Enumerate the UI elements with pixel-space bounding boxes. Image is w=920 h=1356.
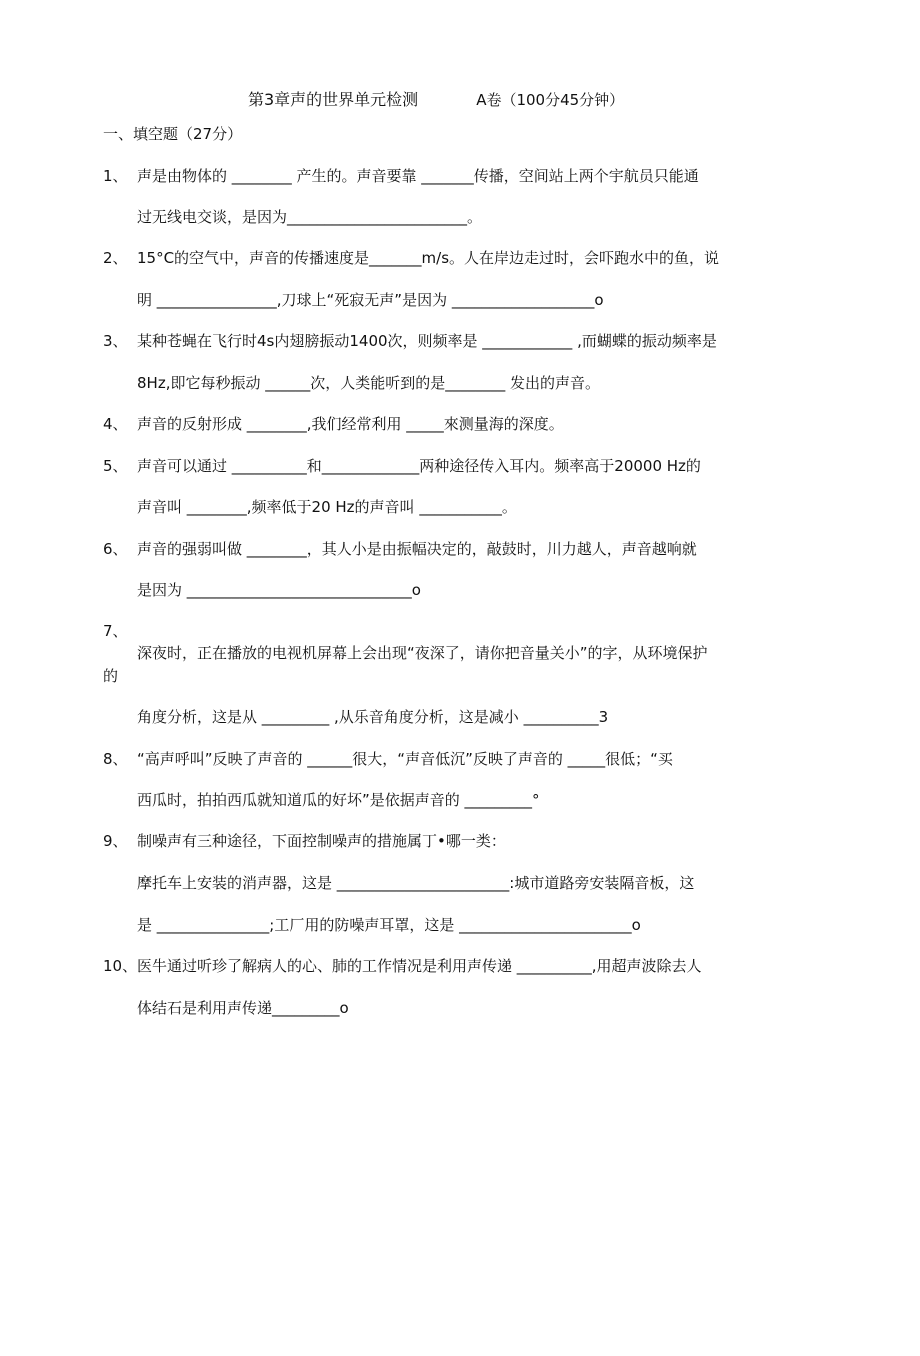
question-10-number: 10、 (103, 957, 138, 975)
question-5-line-2: 声音叫 ________,频率低于20 Hz的声音叫 ___________。 (137, 498, 517, 516)
question-8-line-2: 西瓜时，拍拍西瓜就知道瓜的好坏”是依据声音的 _________° (137, 791, 540, 809)
question-2-number: 2、 (103, 249, 128, 267)
question-3-line-2: 8Hz,即它每秒振动 ______次，人类能听到的是________ 发出的声音。 (137, 374, 601, 392)
question-1-number: 1、 (103, 167, 128, 185)
question-2-line-1: 15°C的空气中，声音的传播速度是_______m/s。人在岸边走过时，会吓跑水中的鱼，说 (137, 249, 720, 267)
question-8-line-1: “高声呼叫”反映了声音的 ______很大，“声音低沉”反映了声音的 _____很低；“买 (137, 750, 673, 768)
question-4-line-1: 声音的反射形成 ________,我们经常利用 _____來测量海的深度。 (137, 415, 564, 433)
question-7-line-2: 的 (103, 667, 119, 685)
question-9-line-1: 制噪声有三种途径，下面控制噪声的措施属丁•哪一类： (137, 832, 506, 850)
question-4-number: 4、 (103, 415, 128, 433)
question-9-number: 9、 (103, 832, 128, 850)
page-title (248, 90, 624, 110)
question-6-number: 6、 (103, 540, 128, 558)
question-3-line-1: 某种苍蝇在飞行时4s内翅膀振动1400次，则频率是 ____________ ,而蝴蝶的振动频率是 (137, 332, 717, 350)
question-9-line-2: 摩托车上安装的消声器，这是 _______________________:城市道路旁安装隔音板，这 (137, 874, 695, 892)
question-1-line-2: 过无线电交谈，是因为________________________。 (137, 208, 483, 226)
section-heading: 一、填空题（27分） (103, 125, 243, 143)
question-5-number: 5、 (103, 457, 128, 475)
question-7-number: 7、 (103, 622, 128, 640)
question-9-line-3: 是 _______________;工厂用的防噪声耳罩，这是 _______________________o (137, 916, 641, 934)
question-3-number: 3、 (103, 332, 128, 350)
title-text: 第3章声的世界单元检测 (248, 90, 419, 109)
question-7-line-3: 角度分析，这是从 _________ ,从乐音角度分析，这是减小 __________3 (137, 708, 609, 726)
question-1-line-1: 声是由物体的 ________ 产生的。声音要靠 _______传播，空间站上两个宇航员只能通 (137, 167, 699, 185)
question-8-number: 8、 (103, 750, 128, 768)
question-7-line-1: 深夜时，正在播放的电视机屏幕上会出现“夜深了，请你把音量关小”的字，从环境保护 (137, 644, 708, 662)
question-6-line-2: 是因为 ______________________________o (137, 581, 421, 599)
question-10-line-2: 体结石是利用声传递_________o (137, 999, 349, 1017)
question-2-line-2: 明 ________________,刀球上“死寂无声”是因为 ___________________o (137, 291, 604, 309)
subtitle-text: A卷（100分45分钟） (476, 91, 625, 109)
question-6-line-1: 声音的强弱叫做 ________，其人小是由振幅决定的，敲鼓时，川力越人，声音越响就 (137, 540, 697, 558)
question-5-line-1: 声音可以通过 __________和_____________两种途径传入耳内。频率高于20000 Hz的 (137, 457, 701, 475)
question-10-line-1: 医牛通过听珍了解病人的心、肺的工作情况是利用声传递 __________,用超声波除去人 (137, 957, 702, 975)
